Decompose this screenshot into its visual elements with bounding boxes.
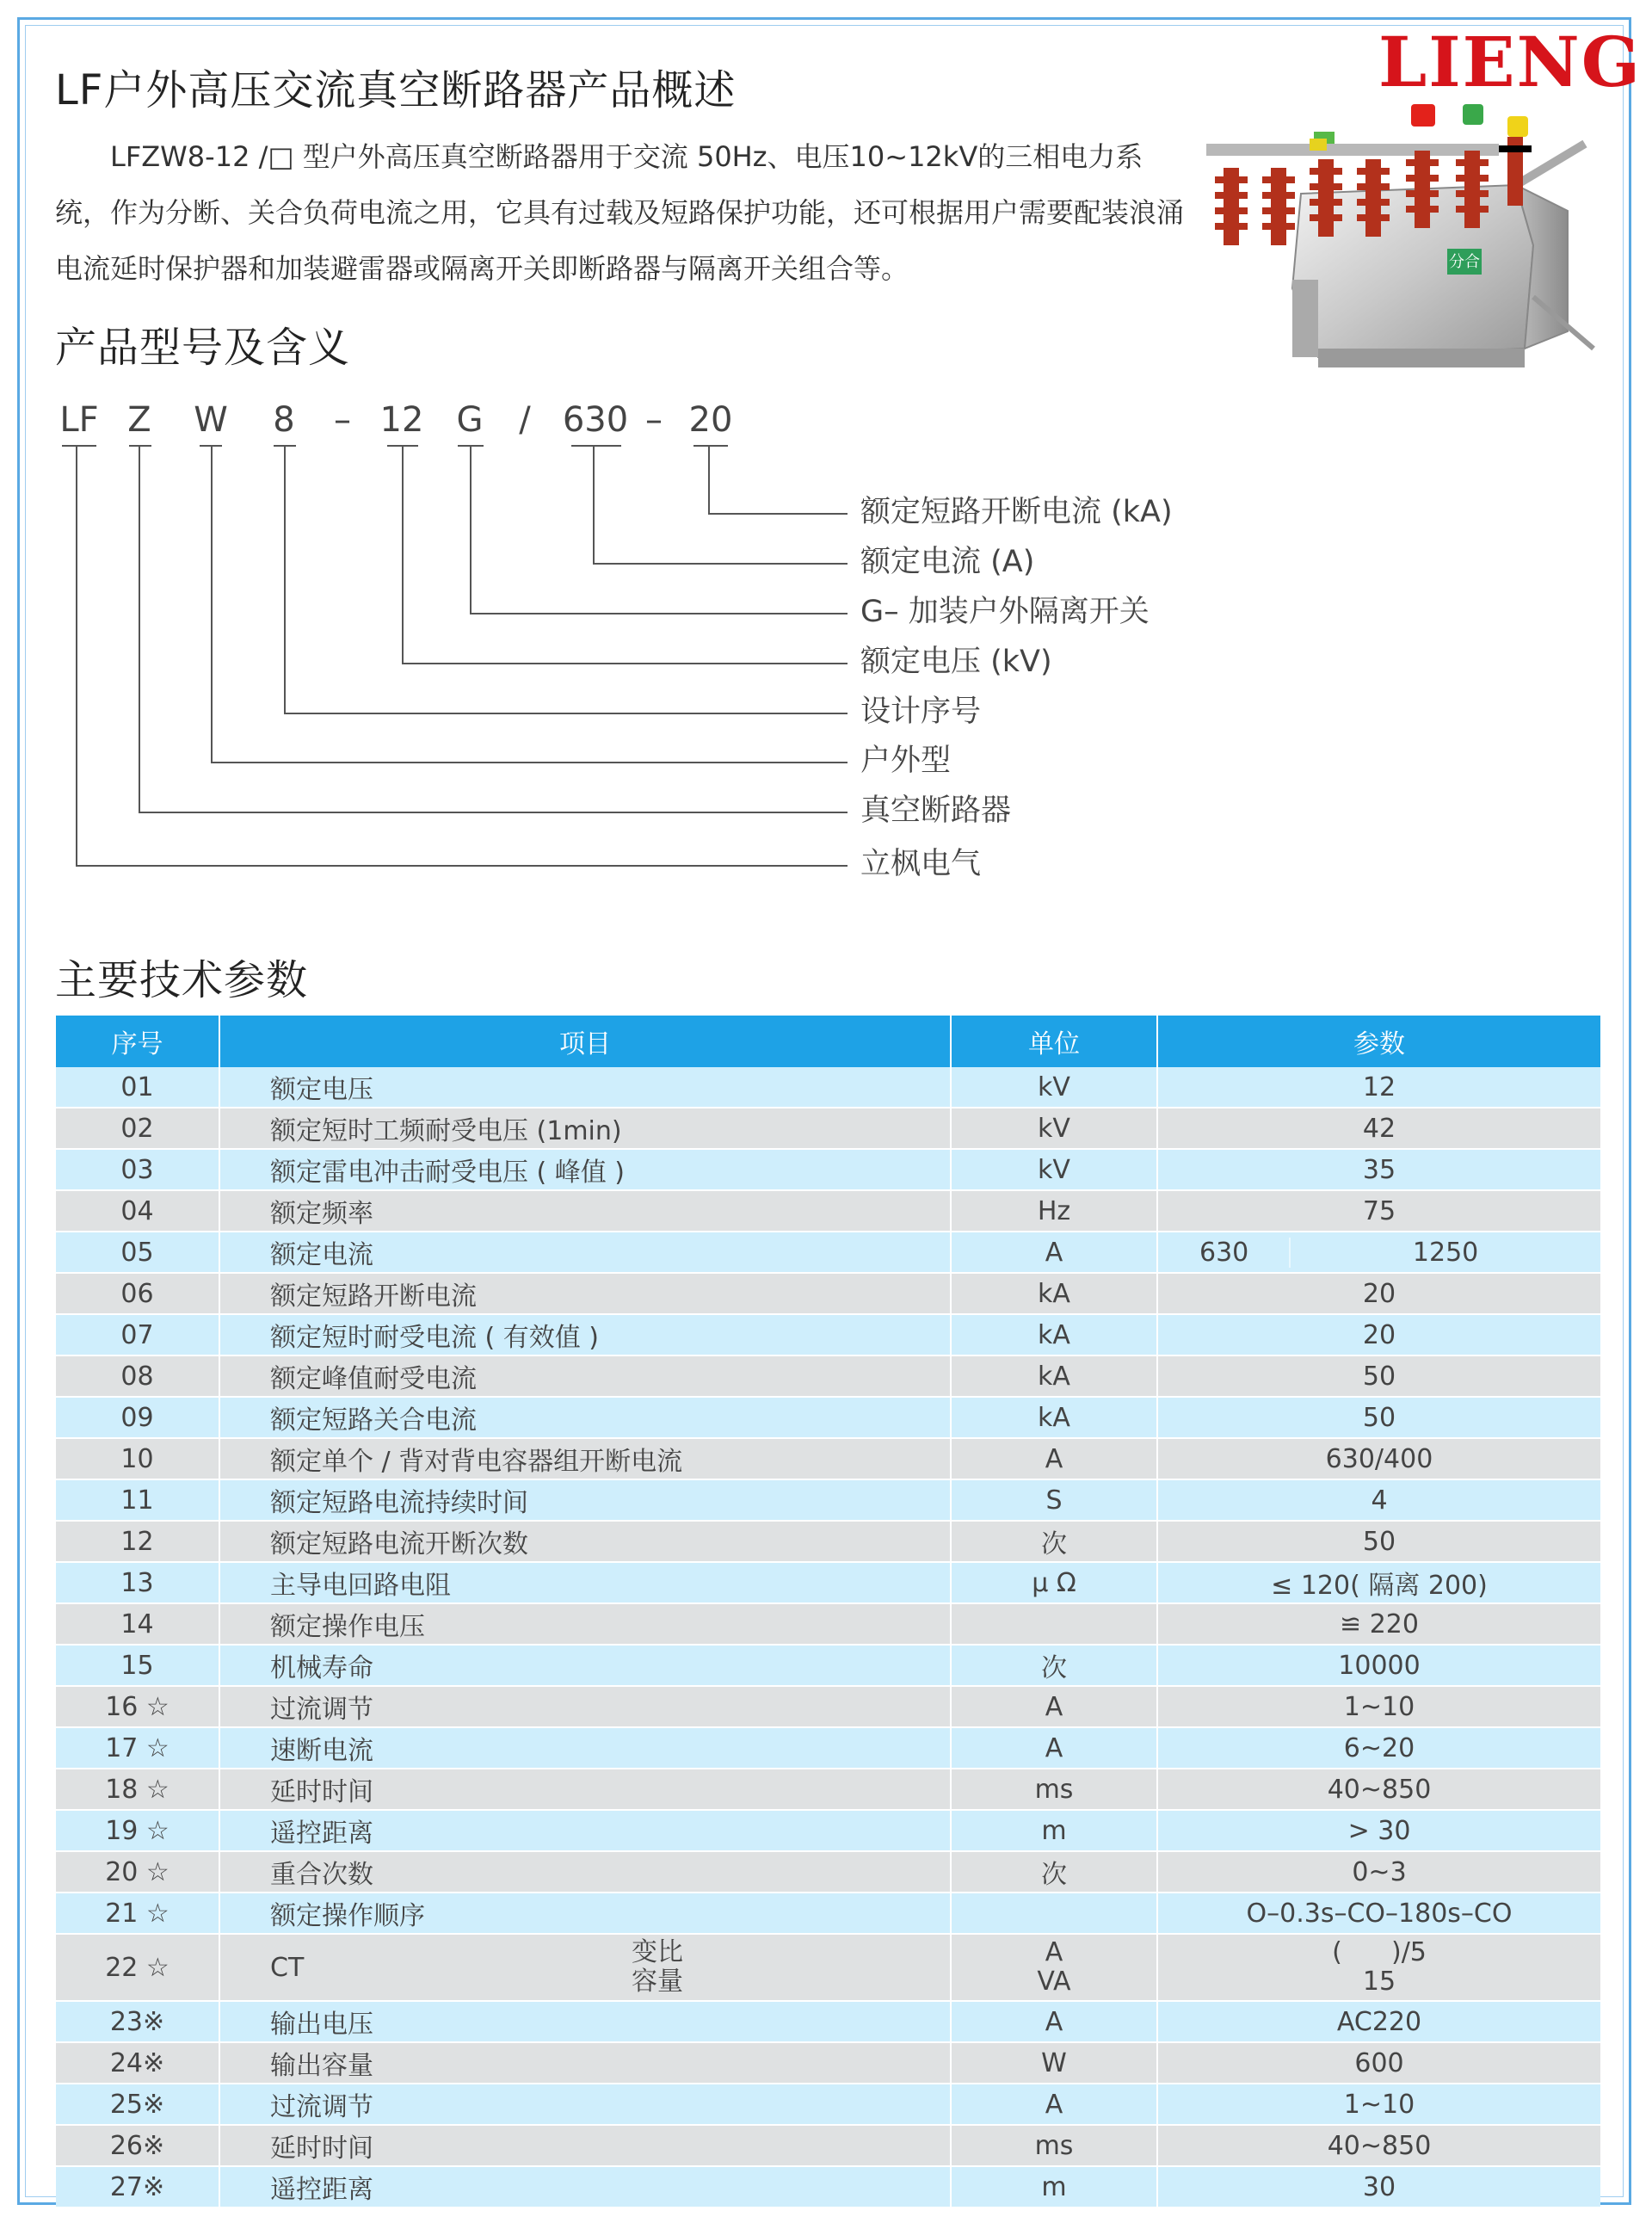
row-unit-ct	[951, 1934, 1157, 2001]
specs-header-row	[56, 1016, 1600, 1067]
table-row	[56, 1232, 1600, 1273]
table-row	[56, 2084, 1600, 2125]
row-unit: W	[951, 2042, 1157, 2084]
ct-capacity-label: 容量	[632, 1967, 683, 1997]
row-no: 14	[56, 1603, 219, 1645]
row-value: 20	[1157, 1273, 1600, 1314]
table-row	[56, 1190, 1600, 1232]
row-item: 额定短时耐受电流 ( 有效值 )	[219, 1314, 951, 1355]
switch-indicator-label: 分合	[1449, 253, 1480, 271]
row-item: 过流调节	[219, 2084, 951, 2125]
model-token-g: G	[456, 400, 484, 440]
row-value: 6~20	[1157, 1727, 1600, 1769]
row-no: 12	[56, 1521, 219, 1562]
row-item: 过流调节	[219, 1686, 951, 1727]
row-unit: S	[951, 1479, 1157, 1521]
row-no: 21 ☆	[56, 1893, 219, 1934]
row-value-ct	[1157, 1934, 1600, 2001]
table-row	[56, 1851, 1600, 1893]
row-value: 42	[1157, 1108, 1600, 1149]
row-unit: 次	[951, 1645, 1157, 1686]
row-value: 75	[1157, 1190, 1600, 1232]
row-item: 机械寿命	[219, 1645, 951, 1686]
meaning-rated-current: 额定电流 (A)	[860, 545, 1035, 579]
row-value: 40~850	[1157, 1769, 1600, 1810]
meaning-manufacturer: 立枫电气	[860, 847, 982, 881]
header-value: 参数	[1157, 1016, 1600, 1067]
row-value-1250: 1250	[1412, 1237, 1479, 1268]
row-no: 25※	[56, 2084, 219, 2125]
ct-values	[1332, 1938, 1427, 1997]
model-token-20: 20	[688, 400, 733, 440]
row-item: 遥控距离	[219, 2166, 951, 2208]
row-no: 06	[56, 1273, 219, 1314]
table-row	[56, 1314, 1600, 1355]
row-unit: m	[951, 1810, 1157, 1851]
row-value-630: 630	[1158, 1238, 1291, 1268]
row-unit: A	[951, 1727, 1157, 1769]
row-value: 50	[1157, 1397, 1600, 1438]
row-item: 额定单个 / 背对背电容器组开断电流	[219, 1438, 951, 1479]
row-unit: Hz	[951, 1190, 1157, 1232]
specs-title: 主要技术参数	[55, 956, 309, 1004]
table-row	[56, 2042, 1600, 2084]
row-no: 03	[56, 1149, 219, 1190]
row-item: 额定短路关合电流	[219, 1397, 951, 1438]
table-row	[56, 1108, 1600, 1149]
row-no: 20 ☆	[56, 1851, 219, 1893]
row-value: 50	[1157, 1355, 1600, 1397]
ct-value-capacity: 15	[1362, 1967, 1396, 1997]
row-no: 11	[56, 1479, 219, 1521]
row-no: 23※	[56, 2001, 219, 2042]
row-value: 40~850	[1157, 2125, 1600, 2166]
table-row	[56, 1810, 1600, 1851]
row-no: 19 ☆	[56, 1810, 219, 1851]
model-token-w: W	[194, 400, 228, 440]
row-unit: μ Ω	[951, 1562, 1157, 1603]
overview-title: LF户外高压交流真空断路器产品概述	[55, 66, 737, 114]
table-row	[56, 1067, 1600, 1108]
row-item: 额定雷电冲击耐受电压 ( 峰值 )	[219, 1149, 951, 1190]
row-no: 04	[56, 1190, 219, 1232]
row-item: 重合次数	[219, 1851, 951, 1893]
table-row	[56, 1686, 1600, 1727]
row-unit: A	[951, 2001, 1157, 2042]
row-item: 遥控距离	[219, 1810, 951, 1851]
row-value: 10000	[1157, 1645, 1600, 1686]
row-item: 额定短路开断电流	[219, 1273, 951, 1314]
row-value: 35	[1157, 1149, 1600, 1190]
table-row	[56, 1893, 1600, 1934]
row-item: 额定短路电流开断次数	[219, 1521, 951, 1562]
model-sep-2: /	[519, 400, 531, 440]
row-no: 24※	[56, 2042, 219, 2084]
brand-logo: LIENG	[1378, 22, 1643, 102]
row-value: 600	[1157, 2042, 1600, 2084]
row-unit: kA	[951, 1314, 1157, 1355]
ct-units	[1037, 1938, 1070, 1997]
model-token-lf: LF	[59, 400, 99, 440]
specs-table	[56, 1016, 1600, 2208]
ct-value-ratio: ( )/5	[1332, 1937, 1427, 1967]
table-row	[56, 1479, 1600, 1521]
row-no: 27※	[56, 2166, 219, 2208]
row-unit: kV	[951, 1067, 1157, 1108]
overview-paragraph: LFZW8-12 /□ 型户外高压真空断路器用于交流 50Hz、电压10~12kV的三相电力系统，作为分断、关合负荷电流之用，它具有过载及短路保护功能，还可根据用户需要配装浪涌电流延时保护器和加装避雷器或隔离开关即断路器与隔离开关组合等。	[55, 140, 1185, 285]
row-item: 额定操作电压	[219, 1603, 951, 1645]
row-no: 07	[56, 1314, 219, 1355]
row-no: 09	[56, 1397, 219, 1438]
row-unit: A	[951, 2084, 1157, 2125]
row-value: 0~3	[1157, 1851, 1600, 1893]
row-no: 26※	[56, 2125, 219, 2166]
model-token-630: 630	[562, 400, 629, 440]
model-token-12: 12	[379, 400, 424, 440]
meaning-breaking-current: 额定短路开断电流 (kA)	[860, 495, 1173, 529]
table-row	[56, 2001, 1600, 2042]
table-row	[56, 1521, 1600, 1562]
row-no: 13	[56, 1562, 219, 1603]
row-item: 输出电压	[219, 2001, 951, 2042]
row-unit: ms	[951, 1769, 1157, 1810]
row-no: 16 ☆	[56, 1686, 219, 1727]
row-value-split	[1157, 1232, 1600, 1273]
row-item: 额定短时工频耐受电压 (1min)	[219, 1108, 951, 1149]
row-value: 50	[1157, 1521, 1600, 1562]
row-unit: A	[951, 1232, 1157, 1273]
meaning-rated-voltage: 额定电压 (kV)	[860, 645, 1052, 679]
row-value: O–0.3s–CO–180s–CO	[1157, 1893, 1600, 1934]
ct-sub-labels	[632, 1938, 683, 1997]
row-unit	[951, 1893, 1157, 1934]
row-value: 630/400	[1157, 1438, 1600, 1479]
row-no: 22 ☆	[56, 1934, 219, 2001]
row-item: 额定频率	[219, 1190, 951, 1232]
meaning-design-number: 设计序号	[860, 695, 982, 729]
row-unit: kA	[951, 1273, 1157, 1314]
header-unit: 单位	[951, 1016, 1157, 1067]
row-item: 额定电压	[219, 1067, 951, 1108]
table-row	[56, 1438, 1600, 1479]
table-row	[56, 1397, 1600, 1438]
row-value: 30	[1157, 2166, 1600, 2208]
row-no: 10	[56, 1438, 219, 1479]
row-value: AC220	[1157, 2001, 1600, 2042]
table-row	[56, 1355, 1600, 1397]
table-row	[56, 1645, 1600, 1686]
meaning-isolating-switch: G– 加装户外隔离开关	[860, 595, 1150, 629]
row-unit: kA	[951, 1355, 1157, 1397]
model-token-z: Z	[127, 400, 151, 440]
row-value: 12	[1157, 1067, 1600, 1108]
table-row	[56, 2166, 1600, 2208]
meaning-vacuum-breaker: 真空断路器	[860, 793, 1012, 828]
table-row	[56, 2125, 1600, 2166]
row-item: 额定电流	[219, 1232, 951, 1273]
model-title: 产品型号及含义	[55, 324, 351, 372]
ct-label: CT	[270, 1952, 305, 1983]
row-unit: kV	[951, 1108, 1157, 1149]
ct-ratio-label: 变比	[632, 1937, 683, 1967]
model-connector-lines	[0, 0, 1652, 912]
row-item-ct	[219, 1934, 951, 2001]
table-row-ct	[56, 1934, 1600, 2001]
model-sep-1: –	[334, 400, 351, 440]
row-value: > 30	[1157, 1810, 1600, 1851]
table-row	[56, 1603, 1600, 1645]
row-value: 1~10	[1157, 2084, 1600, 2125]
row-unit: kA	[951, 1397, 1157, 1438]
row-value: 4	[1157, 1479, 1600, 1521]
row-unit: 次	[951, 1521, 1157, 1562]
row-unit: 次	[951, 1851, 1157, 1893]
row-no: 15	[56, 1645, 219, 1686]
row-item: 延时时间	[219, 2125, 951, 2166]
row-unit: A	[951, 1686, 1157, 1727]
row-no: 05	[56, 1232, 219, 1273]
row-unit: kV	[951, 1149, 1157, 1190]
row-item: 额定峰值耐受电流	[219, 1355, 951, 1397]
row-no: 17 ☆	[56, 1727, 219, 1769]
row-value: ≌ 220	[1157, 1603, 1600, 1645]
row-no: 08	[56, 1355, 219, 1397]
row-item: 输出容量	[219, 2042, 951, 2084]
row-value: 1~10	[1157, 1686, 1600, 1727]
row-no: 18 ☆	[56, 1769, 219, 1810]
row-unit: A	[951, 1438, 1157, 1479]
table-row	[56, 1149, 1600, 1190]
row-no: 02	[56, 1108, 219, 1149]
table-row	[56, 1727, 1600, 1769]
row-unit: ms	[951, 2125, 1157, 2166]
header-no: 序号	[56, 1016, 219, 1067]
model-sep-3: –	[645, 400, 663, 440]
table-row	[56, 1769, 1600, 1810]
header-item: 项目	[219, 1016, 951, 1067]
row-item: 主导电回路电阻	[219, 1562, 951, 1603]
table-row	[56, 1562, 1600, 1603]
row-value: 20	[1157, 1314, 1600, 1355]
meaning-outdoor-type: 户外型	[860, 744, 952, 778]
row-item: 额定短路电流持续时间	[219, 1479, 951, 1521]
row-value: ≤ 120( 隔离 200)	[1157, 1562, 1600, 1603]
ct-unit-capacity: VA	[1037, 1967, 1071, 1997]
row-item: 延时时间	[219, 1769, 951, 1810]
row-unit: m	[951, 2166, 1157, 2208]
table-row	[56, 1273, 1600, 1314]
row-item: 速断电流	[219, 1727, 951, 1769]
model-token-8: 8	[273, 400, 295, 440]
row-unit	[951, 1603, 1157, 1645]
row-item: 额定操作顺序	[219, 1893, 951, 1934]
row-no: 01	[56, 1067, 219, 1108]
ct-unit-ratio: A	[1045, 1937, 1063, 1967]
